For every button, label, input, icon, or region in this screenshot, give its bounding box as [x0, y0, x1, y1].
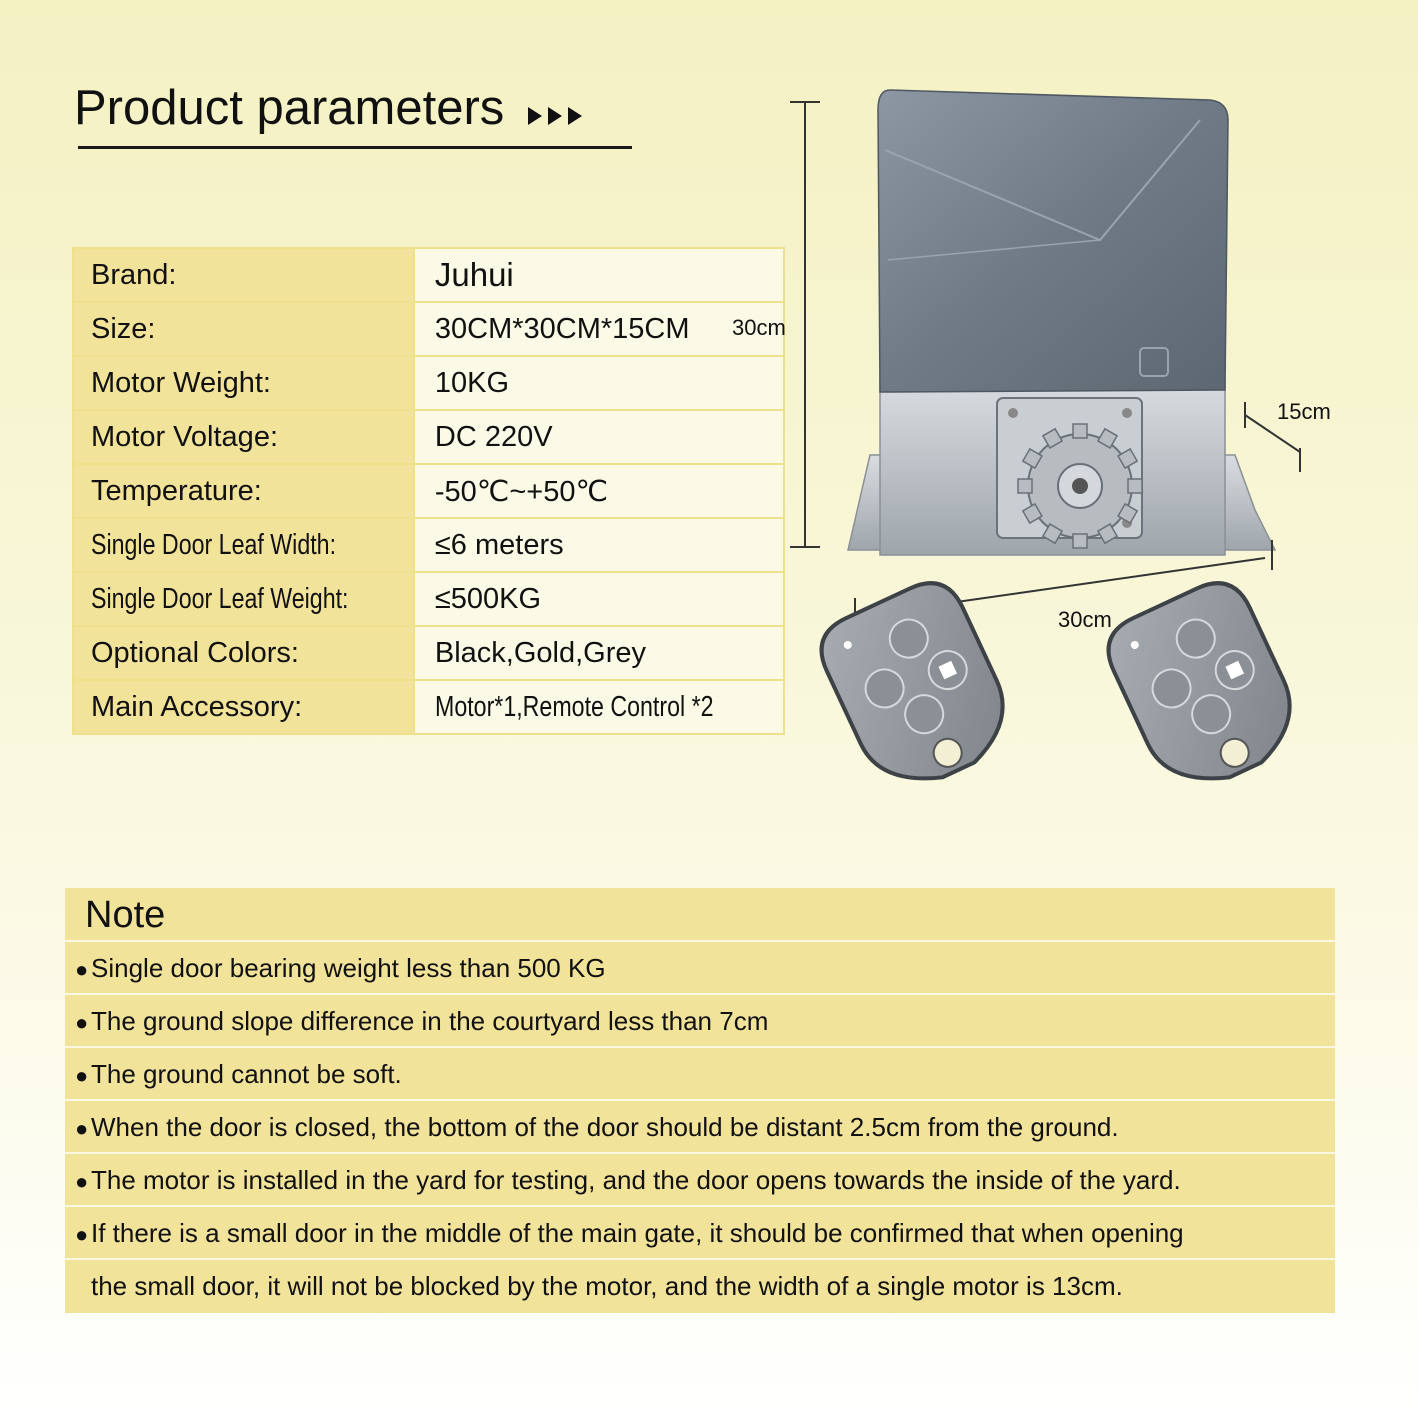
note-text: The ground cannot be soft.	[91, 1059, 402, 1089]
param-key: Single Door Leaf Weight:	[91, 582, 349, 615]
table-row	[73, 518, 784, 572]
param-value: 10KG	[414, 356, 784, 410]
list-item	[65, 995, 1335, 1048]
bullet-icon: ●	[75, 1116, 89, 1141]
remote-control-icon	[810, 572, 1024, 803]
note-text: Single door bearing weight less than 500 KG	[91, 953, 606, 983]
list-item	[65, 1207, 1335, 1260]
param-key: Single Door Leaf Width:	[91, 528, 337, 561]
param-key-cell	[73, 572, 414, 626]
param-key: Optional Colors:	[73, 626, 414, 680]
list-item	[65, 1101, 1335, 1154]
bullet-icon: ●	[75, 1063, 89, 1088]
height-dimension-label: 30cm	[732, 315, 786, 340]
param-key: Main Accessory:	[73, 680, 414, 734]
table-row	[73, 572, 784, 626]
triple-arrow-icon	[528, 83, 586, 139]
gate-motor-illustration	[700, 80, 1400, 860]
param-value: ≤6 meters	[414, 518, 784, 572]
note-continuation: the small door, it will not be blocked by the motor, and the width of a single motor is 13cm.	[91, 1271, 1123, 1301]
remote-control-icon	[1097, 572, 1311, 803]
param-key: Brand:	[73, 248, 414, 302]
param-key-cell	[73, 518, 414, 572]
width-dimension-label: 30cm	[1058, 607, 1112, 632]
bullet-icon: ●	[75, 1010, 89, 1035]
table-row	[73, 302, 784, 356]
param-value: Motor*1,Remote Control *2	[434, 690, 714, 723]
note-text: When the door is closed, the bottom of the door should be distant 2.5cm from the ground.	[91, 1112, 1119, 1142]
heading-divider	[78, 146, 632, 149]
table-row	[73, 410, 784, 464]
table-row	[73, 356, 784, 410]
note-text: If there is a small door in the middle of the main gate, it should be confirmed that when opening	[91, 1218, 1184, 1248]
note-text: The motor is installed in the yard for testing, and the door opens towards the inside of the yard.	[91, 1165, 1181, 1195]
table-row	[73, 248, 784, 302]
depth-dimension-label: 15cm	[1277, 399, 1331, 424]
table-row	[73, 626, 784, 680]
list-item	[65, 942, 1335, 995]
table-row	[73, 464, 784, 518]
bullet-icon: ●	[75, 1222, 89, 1247]
param-value: ≤500KG	[414, 572, 784, 626]
bullet-icon: ●	[75, 957, 89, 982]
parameters-table	[72, 247, 785, 735]
list-item	[65, 1154, 1335, 1207]
param-value: Juhui	[414, 248, 784, 302]
param-value: Black,Gold,Grey	[414, 626, 784, 680]
product-diagram	[700, 80, 1400, 860]
page-title-text: Product parameters	[74, 81, 505, 135]
param-key: Temperature:	[73, 464, 414, 518]
page-title	[74, 80, 586, 139]
table-row	[73, 680, 784, 734]
param-value: DC 220V	[414, 410, 784, 464]
note-title: Note	[65, 888, 1335, 942]
bullet-icon: ●	[75, 1169, 89, 1194]
param-value: -50℃~+50℃	[414, 464, 784, 518]
param-key: Motor Voltage:	[73, 410, 414, 464]
param-key: Motor Weight:	[73, 356, 414, 410]
param-value: 30CM*30CM*15CM	[414, 302, 784, 356]
note-panel	[65, 888, 1335, 1313]
note-text: The ground slope difference in the courtyard less than 7cm	[91, 1006, 769, 1036]
param-key: Size:	[73, 302, 414, 356]
list-item	[65, 1048, 1335, 1101]
